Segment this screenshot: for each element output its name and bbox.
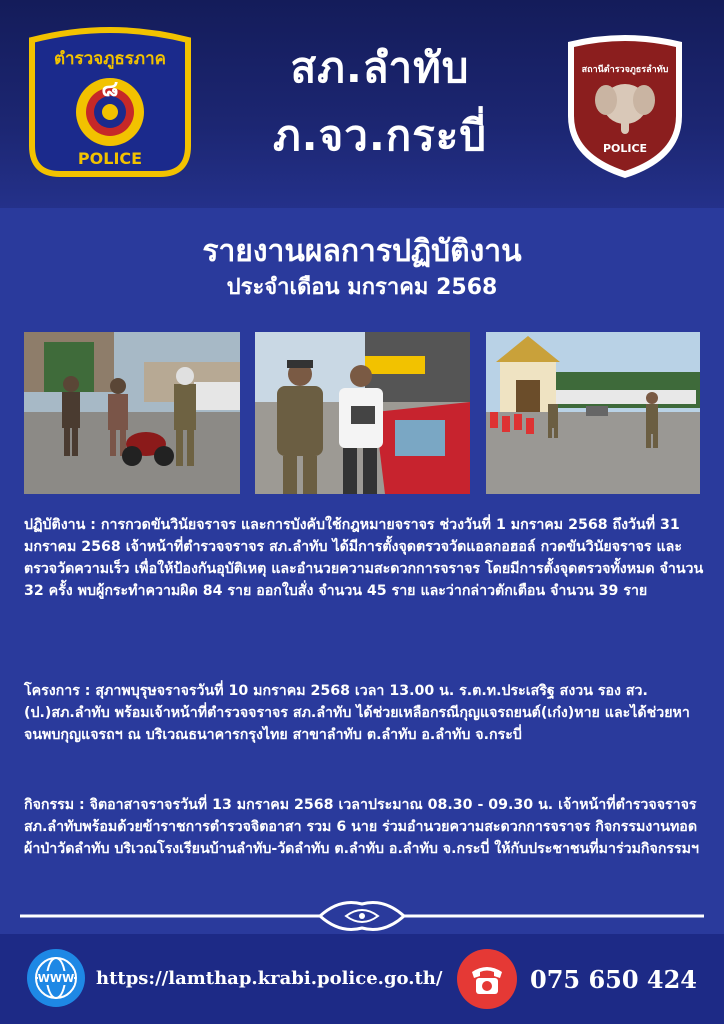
police-checkpoint-photo	[24, 332, 240, 494]
badge-right-bottom-text: POLICE	[602, 142, 648, 155]
badge-left-bottom-text: POLICE	[77, 149, 143, 168]
operation-paragraph: ปฏิบัติงาน : การกวดขันวินัยจราจร และการบังคับใช้กฎหมายจราจร ช่วงวันที่ 1 มกราคม 2568 ถึงวันที่ 31 มกราคม 2568 เจ้าหน้าที่ตำรวจจราจร สภ.ลำทับ ได้มีการตั้งจุดตรวจวัดแอลกอฮอล์ กวดขันวินัยจราจร และตรวจวัดความเร็ว เพื่อให้ป้องกันอุบัติเหตุ และอำนวยความสะดวกการจราจร โดยมีการตั้งจุดตรวจทั้งหมด จำนวน 32 ครั้ง พบผู้กระทำความผิด 84 ราย ออกใบสั่ง จำนวน 45 ราย และว่ากล่าวตักเตือน จำนวน 39 ราย	[24, 517, 704, 599]
www-label: WWW	[37, 972, 75, 985]
police-region-badge-icon	[24, 26, 196, 178]
report-subtitle: ประจำเดือน มกราคม 2568	[226, 275, 498, 300]
report-title: รายงานผลการปฏิบัติงาน	[202, 234, 522, 269]
station-shield-badge-icon	[562, 32, 688, 182]
badge-left-number: ๘	[101, 77, 119, 102]
project-paragraph: โครงการ : สุภาพบุรุษจราจรวันที่ 10 มกราคม 2568 เวลา 13.00 น. ร.ต.ท.ประเสริฐ สงวน รอง สว.(ป.)สภ.ลำทับ พร้อมเจ้าหน้าที่ตำรวจจราจร สภ.ลำทับ ได้ช่วยเหลือกรณีกุญแจรถยนต์(เก๋ง)หาย และได้ช่วยหาจนพบกุญแจรถฯ ณ บริเวณธนาคารกรุงไทย สาขาลำทับ ต.ลำทับ อ.ลำทับ จ.กระบี่	[24, 683, 690, 743]
website-link[interactable]: https://lamthap.krabi.police.go.th/	[96, 968, 443, 989]
station-name: สภ.ลำทับ	[290, 43, 470, 92]
province-name: ภ.จว.กระบี่	[273, 111, 487, 160]
police-officer-with-citizen-photo	[255, 332, 470, 494]
badge-left-top-text: ตำรวจภูธรภาค	[53, 49, 167, 69]
badge-right-top-text: สถานีตำรวจภูธรลำทับ	[581, 65, 669, 75]
phone-number[interactable]: 075 650 424	[530, 965, 698, 994]
traffic-control-photo	[486, 332, 700, 494]
telephone-icon	[456, 948, 518, 1010]
globe-icon	[26, 948, 86, 1008]
activity-paragraph: กิจกรรม : จิตอาสาจราจรวันที่ 13 มกราคม 2568 เวลาประมาณ 08.30 - 09.30 น. เจ้าหน้าที่ตำรวจจราจร สภ.ลำทับพร้อมด้วยข้าราชการตำรวจจิตอาสา รวม 6 นาย ร่วมอำนวยความสะดวกการจราจร กิจกรรมงานทอดผ้าป่าวัดลำทับ บริเวณโรงเรียนบ้านลำทับ-วัดลำทับ ต.ลำทับ อ.ลำทับ จ.กระบี่ ให้กับประชาชนที่มาร่วมกิจกรรมฯ	[24, 797, 699, 857]
ornamental-divider-icon	[20, 894, 704, 938]
